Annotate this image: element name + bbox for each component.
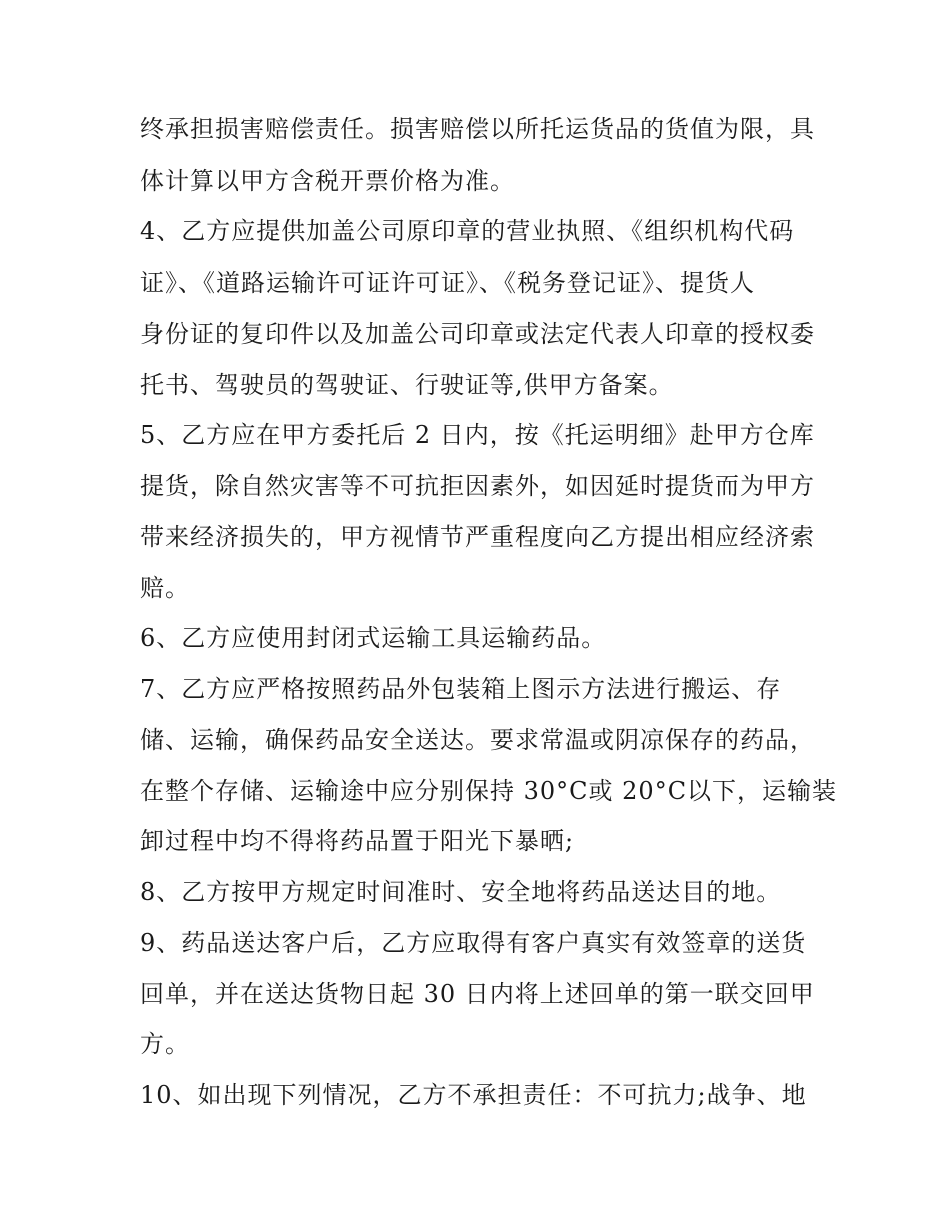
text-line: 在整个存储、运输途中应分别保持 30°C或 20°C以下，运输装 — [140, 777, 838, 805]
text-line: 体计算以甲方含税开票价格为准。 — [140, 167, 515, 195]
text-line: 6、乙方应使用封闭式运输工具运输药品。 — [140, 624, 607, 652]
text-line: 储、运输，确保药品安全送达。要求常温或阴凉保存的药品， — [140, 726, 815, 754]
text-line: 回单，并在送达货物日起 30 日内将上述回单的第一联交回甲 — [140, 980, 815, 1008]
text-line: 方。 — [140, 1030, 190, 1058]
text-line: 卸过程中均不得将药品置于阳光下暴晒; — [140, 827, 575, 855]
text-line: 提货，除自然灾害等不可抗拒因素外，如因延时提货而为甲方 — [140, 472, 815, 500]
text-line: 8、乙方按甲方规定时间准时、安全地将药品送达目的地。 — [140, 878, 782, 906]
text-line: 证》、《道路运输许可证许可证》、《税务登记证》、提货人 — [140, 269, 755, 297]
text-line: 10、如出现下列情况，乙方不承担责任：不可抗力;战争、地 — [140, 1081, 807, 1109]
text-line: 7、乙方应严格按照药品外包装箱上图示方法进行搬运、存 — [140, 675, 782, 703]
text-line: 赔。 — [140, 574, 190, 602]
text-line: 9、药品送达客户后，乙方应取得有客户真实有效签章的送货 — [140, 929, 807, 957]
text-line: 4、乙方应提供加盖公司原印章的营业执照、《组织机构代码 — [140, 217, 795, 245]
text-line: 终承担损害赔偿责任。损害赔偿以所托运货品的货值为限，具 — [140, 115, 815, 143]
text-line: 5、乙方应在甲方委托后 2 日内，按《托运明细》赴甲方仓库 — [140, 421, 815, 449]
text-line: 身份证的复印件以及加盖公司印章或法定代表人印章的授权委 — [140, 320, 815, 348]
text-line: 托书、驾驶员的驾驶证、行驶证等,供甲方备案。 — [140, 371, 674, 399]
text-line: 带来经济损失的，甲方视情节严重程度向乙方提出相应经济索 — [140, 523, 815, 551]
